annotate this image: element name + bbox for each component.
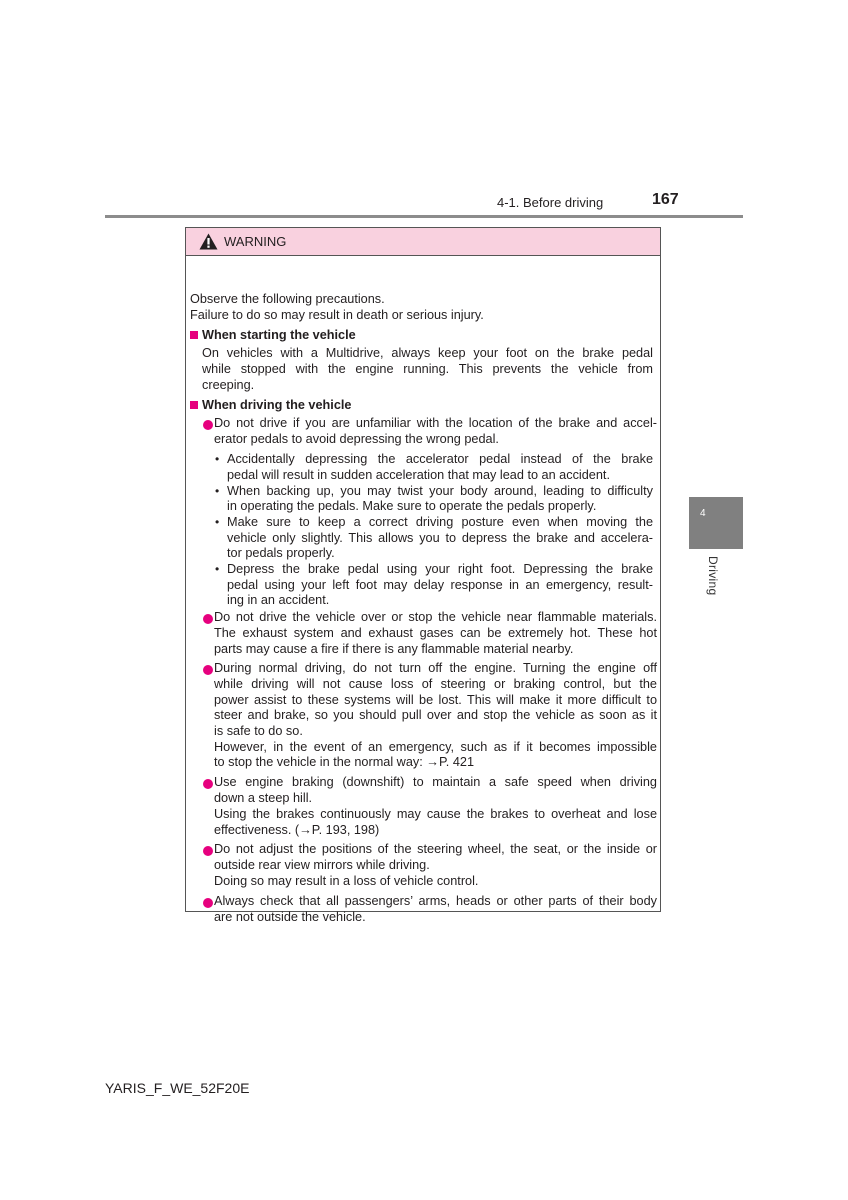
section-heading-text: When driving the vehicle (202, 398, 352, 412)
warning-header (186, 228, 660, 256)
bullet-line: Using the brakes continuously may cause the brakes to overheat and lose (214, 807, 657, 821)
bullet-line: down a steep hill. (214, 791, 313, 805)
sub-bullet-icon: • (215, 484, 220, 498)
circle-bullet-icon (203, 846, 213, 856)
header-section-title: 4-1. Before driving (497, 195, 604, 210)
bullet-line: power assist to these systems will be lost. This will make it more difficult to (214, 693, 657, 707)
square-bullet-icon (190, 331, 198, 339)
circle-bullet-icon (203, 898, 213, 908)
chapter-number: 4 (700, 508, 706, 519)
bullet-line: However, in the event of an emergency, such as if it becomes impossible (214, 740, 657, 754)
sub-bullet-icon: • (215, 515, 220, 529)
bullet-line: while driving will not cause loss of steering or braking control, but the (214, 677, 657, 691)
bullet-line: Do not adjust the positions of the steering wheel, the seat, or the inside or (214, 842, 657, 856)
sub-bullet-line: ing in an accident. (227, 593, 330, 607)
bullet-line: parts may cause a fire if there is any flammable material nearby. (214, 642, 574, 656)
warning-box (185, 227, 661, 924)
circle-bullet-icon (203, 665, 213, 675)
paragraph-line: creeping. (202, 378, 255, 392)
chapter-tab (689, 497, 743, 549)
circle-bullet-icon (203, 779, 213, 789)
sub-bullet-line: pedal using your left foot may delay response in an emergency, result- (227, 578, 653, 592)
sub-bullet-line: pedal will result in sudden acceleration that may lead to an accident. (227, 468, 610, 482)
sub-bullet-icon: • (215, 452, 220, 466)
intro-line: Observe the following precautions. (190, 292, 385, 306)
bullet-line: outside rear view mirrors while driving. (214, 858, 430, 872)
bullet-line: erator pedals to avoid depressing the wrong pedal. (214, 432, 499, 446)
sub-bullet-line: Depress the brake pedal using your right foot. Depressing the brake (227, 562, 653, 576)
bullet-line: Do not drive if you are unfamiliar with the location of the brake and accel- (214, 416, 657, 430)
bullet-line: effectiveness. (→P. 193, 198) (214, 823, 380, 837)
paragraph-line: On vehicles with a Multidrive, always keep your foot on the brake pedal (202, 346, 653, 360)
bullet-line: is safe to do so. (214, 724, 303, 738)
chapter-label: Driving (706, 556, 720, 596)
sub-bullet-line: tor pedals properly. (227, 546, 335, 560)
document-code: YARIS_F_WE_52F20E (105, 1080, 250, 1096)
sub-bullet-icon: • (215, 562, 220, 576)
square-bullet-icon (190, 401, 198, 409)
bullet-line: steer and brake, so you should pull over and stop the vehicle as soon as it (214, 708, 657, 722)
intro-line: Failure to do so may result in death or serious injury. (190, 308, 484, 322)
bullet-line: are not outside the vehicle. (214, 910, 366, 924)
section-heading-text: When starting the vehicle (202, 328, 356, 342)
page-number: 167 (652, 191, 679, 208)
sub-bullet-line: in operating the pedals. Make sure to operate the pedals properly. (227, 499, 597, 513)
circle-bullet-icon (203, 614, 213, 624)
warning-triangle-icon (199, 233, 218, 250)
warning-title: WARNING (224, 234, 287, 249)
paragraph-line: while stopped with the engine running. This prevents the vehicle from (202, 362, 653, 376)
sub-bullet-line: vehicle only slightly. This allows you to depress the brake and accelera- (227, 531, 653, 545)
section-heading (190, 328, 356, 344)
bullet-line: The exhaust system and exhaust gases can be extremely hot. These hot (214, 626, 657, 640)
sub-bullet-line: Accidentally depressing the accelerator pedal instead of the brake (227, 452, 653, 466)
bullet-line: Always check that all passengers’ arms, heads or other parts of their body (214, 894, 657, 908)
bullet-line: During normal driving, do not turn off the engine. Turning the engine off (214, 661, 657, 675)
header-divider (105, 215, 743, 218)
bullet-line: to stop the vehicle in the normal way: →P. 421 (214, 755, 475, 769)
sub-bullet-line: Make sure to keep a correct driving posture even when moving the (227, 515, 653, 529)
section-heading (190, 398, 351, 414)
circle-bullet-icon (203, 420, 213, 430)
bullet-line: Use engine braking (downshift) to maintain a safe speed when driving (214, 775, 657, 789)
bullet-line: Doing so may result in a loss of vehicle control. (214, 874, 479, 888)
bullet-line: Do not drive the vehicle over or stop the vehicle near flammable materials. (214, 610, 657, 624)
sub-bullet-line: When backing up, you may twist your body around, leading to difficulty (227, 484, 653, 498)
